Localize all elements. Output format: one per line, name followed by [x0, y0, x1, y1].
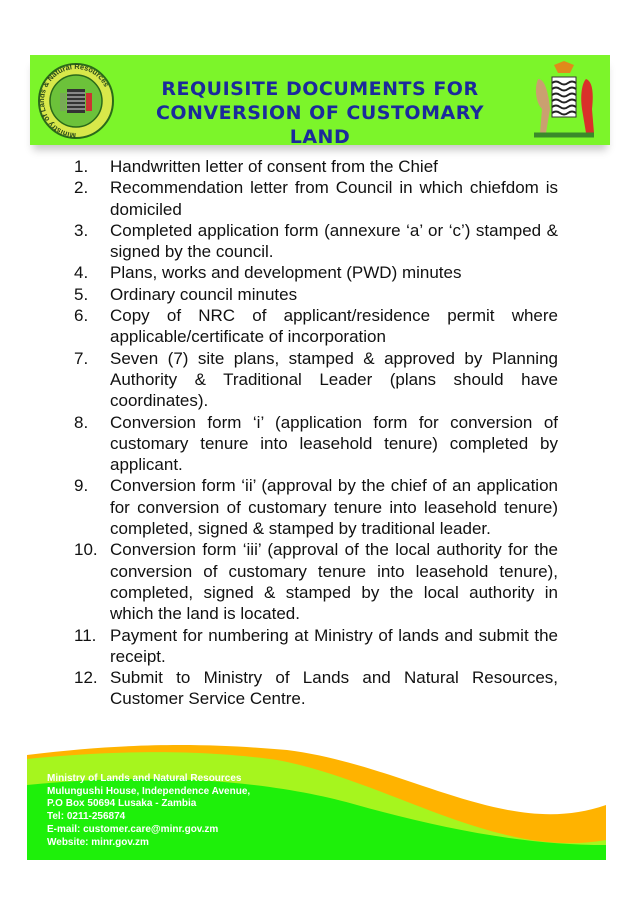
list-item	[74, 412, 558, 476]
requirements-list	[74, 156, 558, 710]
list-item	[74, 284, 558, 305]
item-text: Submit to Ministry of Lands and Natural Resources, Customer Service Centre.	[110, 668, 558, 709]
list-item	[74, 177, 558, 220]
item-text: Seven (7) site plans, stamped & approved by Planning Authority & Traditional Leader (plans should have coordinates).	[110, 348, 558, 411]
item-text: Payment for numbering at Ministry of lands and submit the receipt.	[110, 625, 558, 666]
footer-contact	[47, 773, 250, 849]
list-item	[74, 305, 558, 348]
seal-text: Ministry of Lands & Natural Resources	[37, 61, 112, 141]
item-text: Recommendation letter from Council in which chiefdom is domiciled	[110, 178, 558, 219]
item-text: Conversion form ‘iii’ (approval of the local authority for the conversion of customary tenure into leasehold tenure), completed, signed & stamped by the local authority in which the land is located.	[110, 540, 558, 624]
footer-address: Mulungushi House, Independence Avenue,	[47, 785, 251, 797]
list-item	[74, 348, 558, 412]
list-item	[74, 156, 558, 177]
list-item	[74, 475, 558, 539]
item-number: 7.	[74, 348, 89, 368]
title-line-1: REQUISITE DOCUMENTS FOR	[161, 78, 479, 100]
header-banner	[30, 55, 610, 148]
footer-website: Website: minr.gov.zm	[47, 836, 149, 848]
title-line-2: CONVERSION OF CUSTOMARY LAND	[155, 102, 485, 148]
item-number: 3.	[74, 220, 89, 240]
item-number: 8.	[74, 412, 89, 432]
footer-email: E-mail: customer.care@minr.gov.zm	[47, 823, 219, 835]
item-number: 12.	[74, 668, 98, 688]
item-number: 2.	[74, 178, 89, 198]
page-title	[140, 77, 500, 149]
list-item	[74, 667, 558, 710]
item-number: 10.	[74, 540, 98, 560]
item-number: 5.	[74, 284, 89, 304]
list-item	[74, 262, 558, 283]
item-text: Ordinary council minutes	[110, 284, 298, 304]
ministry-seal-icon	[36, 61, 116, 141]
coat-of-arms-icon	[524, 59, 604, 143]
item-text: Conversion form ‘ii’ (approval by the chief of an application for conversion of customary tenure into leasehold tenure) completed, signed & stamped by traditional leader.	[110, 476, 558, 539]
footer-phone: Tel: 0211-256874	[47, 811, 126, 823]
list-item	[74, 220, 558, 263]
item-number: 11.	[74, 625, 97, 645]
item-number: 9.	[74, 476, 89, 496]
item-number: 6.	[74, 306, 89, 326]
list-item	[74, 539, 558, 624]
item-text: Handwritten letter of consent from the Chief	[110, 157, 438, 176]
item-number: 1.	[74, 157, 89, 176]
item-number: 4.	[74, 263, 89, 283]
item-text: Conversion form ‘i’ (application form for conversion of customary tenure into leasehold tenure) completed by applicant.	[110, 412, 558, 475]
footer-ministry: Ministry of Lands and Natural Resources	[47, 773, 242, 784]
list-item	[74, 625, 558, 668]
footer-po-box: P.O Box 50694 Lusaka - Zambia	[47, 798, 197, 810]
item-text: Plans, works and development (PWD) minutes	[110, 263, 462, 283]
item-text: Copy of NRC of applicant/residence permit where applicable/certificate of incorporation	[110, 306, 558, 347]
item-text: Completed application form (annexure ‘a’ or ‘c’) stamped & signed by the council.	[110, 220, 558, 262]
